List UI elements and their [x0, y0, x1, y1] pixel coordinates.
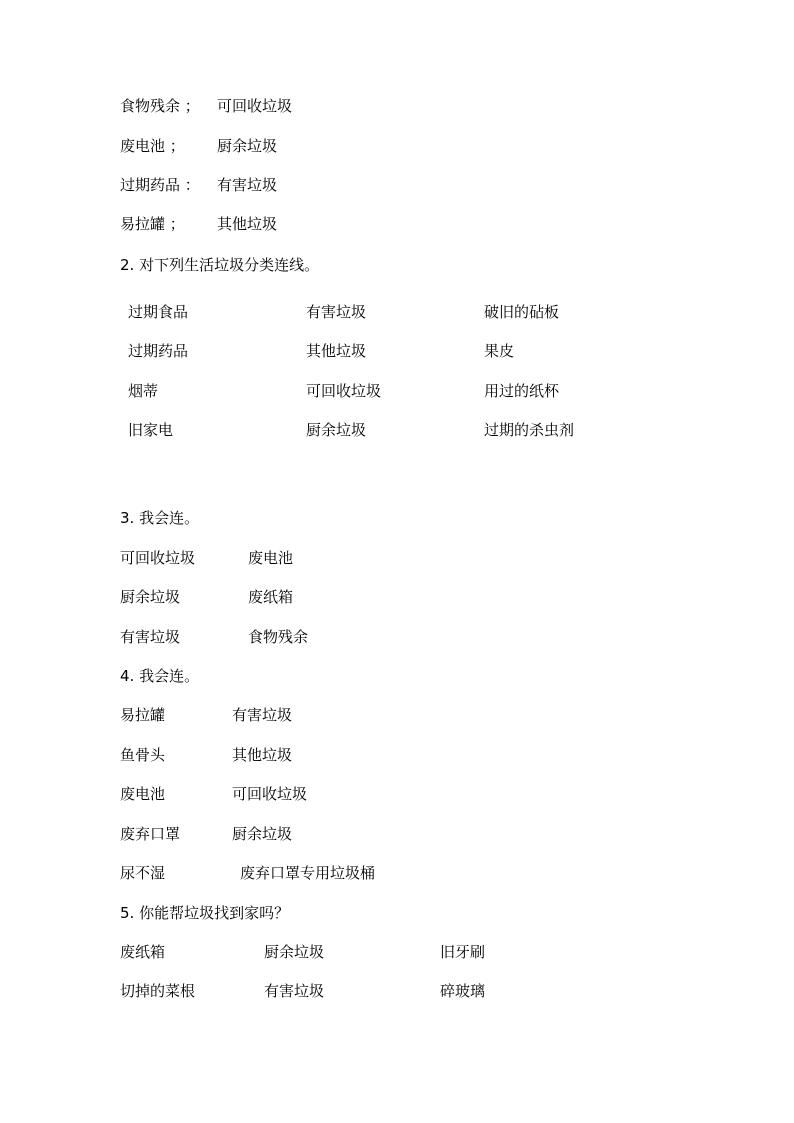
s1-item-left: 过期药品 ：: [120, 176, 200, 194]
s2-col1-item: 过期药品: [128, 342, 189, 360]
s2-col3-item: 用过的纸杯: [484, 382, 560, 400]
s2-col1-item: 烟蒂: [128, 382, 159, 400]
s1-item-right: 厨余垃圾: [217, 137, 278, 155]
s5-col3-item: 碎玻璃: [440, 982, 486, 1000]
s4-col2-item: 厨余垃圾: [232, 825, 293, 843]
s1-item-right: 有害垃圾: [217, 176, 278, 194]
s4-col1-item: 废弃口罩: [120, 825, 181, 843]
s3-col1-item: 厨余垃圾: [120, 588, 181, 606]
s3-col2-item: 废电池: [248, 549, 294, 567]
s5-col2-item: 厨余垃圾: [264, 943, 325, 961]
s4-col2-item: 有害垃圾: [232, 706, 293, 724]
s2-col3-item: 破旧的砧板: [484, 303, 560, 321]
s3-col1-item: 有害垃圾: [120, 628, 181, 646]
s2-col3-item: 果皮: [484, 342, 515, 360]
s2-col2-item: 可回收垃圾: [306, 382, 382, 400]
s1-item-right: 其他垃圾: [217, 215, 278, 233]
s5-col1-item: 废纸箱: [120, 943, 166, 961]
s5-col1-item: 切掉的菜根: [120, 982, 196, 1000]
s5-title: 5. 你能帮垃圾找到家吗？: [120, 904, 290, 922]
s2-col2-item: 其他垃圾: [306, 342, 367, 360]
s5-col3-item: 旧牙刷: [440, 943, 486, 961]
s3-col2-item: 废纸箱: [248, 588, 294, 606]
s3-title: 3. 我会连。: [120, 509, 200, 527]
s3-col1-item: 可回收垃圾: [120, 549, 196, 567]
s3-col2-item: 食物残余: [248, 628, 309, 646]
s2-col2-item: 有害垃圾: [306, 303, 367, 321]
s1-item-right: 可回收垃圾: [217, 97, 293, 115]
s4-col1-item: 尿不湿: [120, 864, 166, 882]
s4-title: 4. 我会连。: [120, 667, 200, 685]
s1-item-left: 食物残余 ；: [120, 97, 200, 115]
s2-title: 2. 对下列生活垃圾分类连线。: [120, 256, 320, 274]
s2-col2-item: 厨余垃圾: [306, 421, 367, 439]
s1-item-left: 易拉罐 ；: [120, 215, 185, 233]
s4-col2-item: 废弃口罩专用垃圾桶: [240, 864, 376, 882]
s4-col1-item: 易拉罐: [120, 706, 166, 724]
s4-col1-item: 废电池: [120, 785, 166, 803]
s2-col1-item: 旧家电: [128, 421, 174, 439]
s2-col1-item: 过期食品: [128, 303, 189, 321]
s4-col2-item: 可回收垃圾: [232, 785, 308, 803]
s4-col2-item: 其他垃圾: [232, 746, 293, 764]
s2-col3-item: 过期的杀虫剂: [484, 421, 575, 439]
s1-item-left: 废电池 ；: [120, 137, 185, 155]
s4-col1-item: 鱼骨头: [120, 746, 166, 764]
s5-col2-item: 有害垃圾: [264, 982, 325, 1000]
